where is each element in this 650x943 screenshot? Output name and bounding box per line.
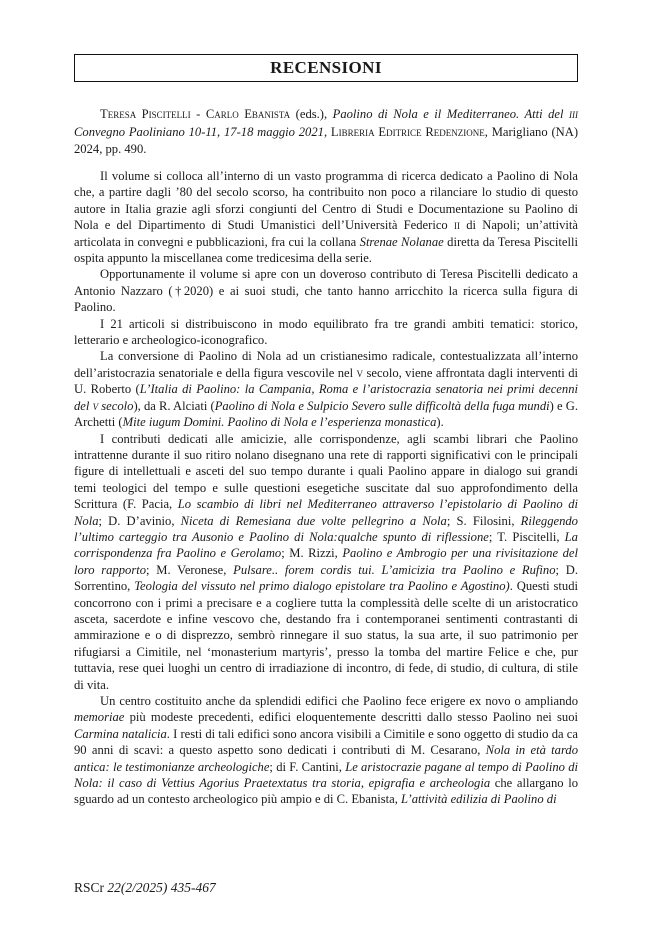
text-run: La conversione di Paolino di Nola ad un cristianesimo radicale, contestualizzata all’interno dell’aristocrazia senatoriale e della figura vescovile nel (74, 349, 578, 380)
italic-title-run: La corrispondenza fra Paolino e Gerolamo (74, 529, 578, 561)
text-run: Un centro costituito anche da splendidi edifici che Paolino fece erigere ex novo o ampliando (100, 694, 578, 708)
italic-title-run: Strenae Nolanae (359, 234, 444, 249)
text-run: ; M. Rizzi, (281, 546, 343, 561)
text-run: ; D. Sorrentino, (74, 562, 578, 594)
footer-volume-pages: 22(2/2025) 435-467 (107, 880, 216, 895)
text-run: di Napoli; un’attività articolata in convegni e pubblicazioni, fra cui la collana (74, 218, 578, 249)
book-sep: , (323, 124, 331, 139)
italic-title-run: Rileggendo l’ultimo carteggio tra Ausonio e Paolino di Nola:qualche spunto di riflessione (74, 513, 578, 544)
review-paragraph (74, 316, 578, 349)
section-title: RECENSIONI (270, 58, 382, 77)
footer-journal: RSCr (74, 880, 105, 895)
page-footer (74, 880, 216, 896)
italic-title-run: Le aristocrazie pagane al tempo di Paolino di Nola: il caso di Vettius Agorius Praetextatus tra storia, epigrafia e archeologia (74, 759, 578, 791)
review-body (74, 168, 578, 808)
section-header-box (74, 54, 578, 82)
review-paragraph (74, 168, 578, 266)
italic-title-run: secolo (98, 398, 134, 413)
text-run: ; di F. Cantini, (269, 759, 346, 774)
book-place-info: , Marigliano (NA) 2024, pp. 490. (74, 124, 579, 156)
text-run: I 21 articoli si distribuiscono in modo equilibrato fra tre grandi ambiti tematici: storico, letterario e archeologico-iconografico. (74, 316, 578, 348)
text-run: più modeste precedenti, edifici eloquentemente descritti dallo stesso Paolino nei suoi (124, 710, 578, 725)
text-run: I contributi dedicati alle amicizie, alle corrispondenze, agli scambi librari che Paolino intrattenne durante il suo ritiro nolano disegnano una rete di rapporti significativi con le principali figure di intellettuali e asceti del suo tempo durante i quali Paolino appare in dialogo sui grandi temi teologici del tempo e sulle questioni esegetiche suscitate dal suo approfondimento della Scrittura (F. Pacia, (74, 431, 578, 512)
text-run: ; D. D’avinio, (98, 513, 181, 528)
text-run: ; M. Veronese, (146, 562, 234, 577)
italic-title-run: Paolino e Ambrogio per una rivisitazione del loro rapporto (74, 546, 578, 577)
italic-title-run: Paolino di Nola e Sulpicio Severo sulle difficoltà della fuga mundi (214, 398, 550, 413)
book-publisher: Libreria Editrice Redenzione (330, 124, 485, 139)
text-run: ; T. Piscitelli, (488, 529, 565, 544)
text-run: diretta da Teresa Piscitelli ospita appunto la miscellanea come tredicesima della serie. (74, 234, 578, 266)
book-authors: Teresa Piscitelli - Carlo Ebanista (100, 107, 291, 121)
text-run: che allargano lo sguardo ad un contesto archeologico più ampio e di C. Ebanista, (74, 776, 579, 807)
italic-title-run: L’attività edilizia di Paolino di (401, 792, 557, 807)
text-run: Opportunamente il volume si apre con un doveroso contributo di Teresa Piscitelli dedicato a Antonio Nazzaro (†2020) e ai suoi studi, che tanto hanno arricchito la ricerca sulla figura di Paolino. (74, 267, 578, 315)
text-run: . Questi studi concorrono con i primi a precisare e a cogliere tutta la complessità delle scelte di un aristocratico asceta, sacerdote e infine vescovo che, destando fra i contemporanei sentimenti contrastanti di ammirazione e o di disprezzo, sembrò rinnegare il suo status, la sua arte, il suo patrimonio per rifugiarsi a Cimitile, nel ‘monasterium martyris’, presso la tomba del martire Felice e che, pur tuttavia, rese quei luoghi un centro di irradiazione di incontro, di fede, di studio, di cultura, di stile di vita. (74, 579, 578, 692)
italic-title-run: memoriae (74, 710, 125, 725)
review-paragraph (74, 266, 578, 315)
italic-title-run: Carmina natalicia (74, 726, 167, 741)
italic-title-run: L’Italia di Paolino: la Campania, Roma e l’aristocrazia senatoria nei primi decenni del (74, 382, 578, 413)
text-run: . I resti di tali edifici sono ancora visibili a Cimitile e sono oggetto di studio da ca 90 anni di scavi: a questo aspetto sono dedicati i contributi di M. Cesarano, (74, 726, 578, 758)
review-paragraph (74, 693, 578, 808)
book-reference (74, 106, 578, 159)
text-run: ). (436, 415, 444, 430)
italic-title-run: Lo scambio di libri nel Mediterraneo attraverso l’epistolario di Paolino di Nola (74, 497, 578, 528)
italic-title-run: Niceta di Remesiana due volte pellegrino a Nola (180, 513, 447, 528)
italic-title-run: v (92, 398, 99, 413)
italic-title-run: Pulsare.. forem cordis tui. L’amicizia tra Paolino e Rufino (233, 562, 556, 577)
text-run: ii (453, 218, 460, 233)
text-run: Il volume si colloca all’interno di un vasto programma di ricerca dedicato a Paolino di Nola che, a partire dagli ’80 del secolo scorso, ha contribuito non poco a rilanciare lo studio di questo autore in Italia grazie agli sforzi congiunti del Centro di Studi e Documentazione su Paolino di Nola e del Dipartimento di Studi Umanistici dell’Università Federico (74, 169, 578, 233)
review-paragraph (74, 431, 578, 694)
italic-title-run: Mite iugum Domini. Paolino di Nola e l’esperienza monastica (122, 415, 437, 430)
book-title: Paolino di Nola e il Mediterraneo. Atti del iii Convegno Paoliniano 10-11, 17-18 maggio 2021 (74, 107, 578, 139)
text-run: v (356, 365, 364, 380)
text-run: ), da R. Alciati ( (133, 398, 215, 413)
text-run: secolo, viene affrontata dagli interventi di U. Roberto ( (74, 365, 578, 397)
review-paragraph (74, 348, 578, 430)
italic-title-run: Teologia del vissuto nel primo dialogo epistolare tra Paolino e Agostino) (134, 579, 510, 594)
text-run: ; S. Filosini, (446, 513, 521, 528)
text-run: ) e G. Archetti ( (74, 398, 579, 430)
italic-title-run: Nola in età tardo antica: le testimonianze archeologiche (74, 743, 578, 774)
book-eds: (eds.), (290, 107, 333, 121)
